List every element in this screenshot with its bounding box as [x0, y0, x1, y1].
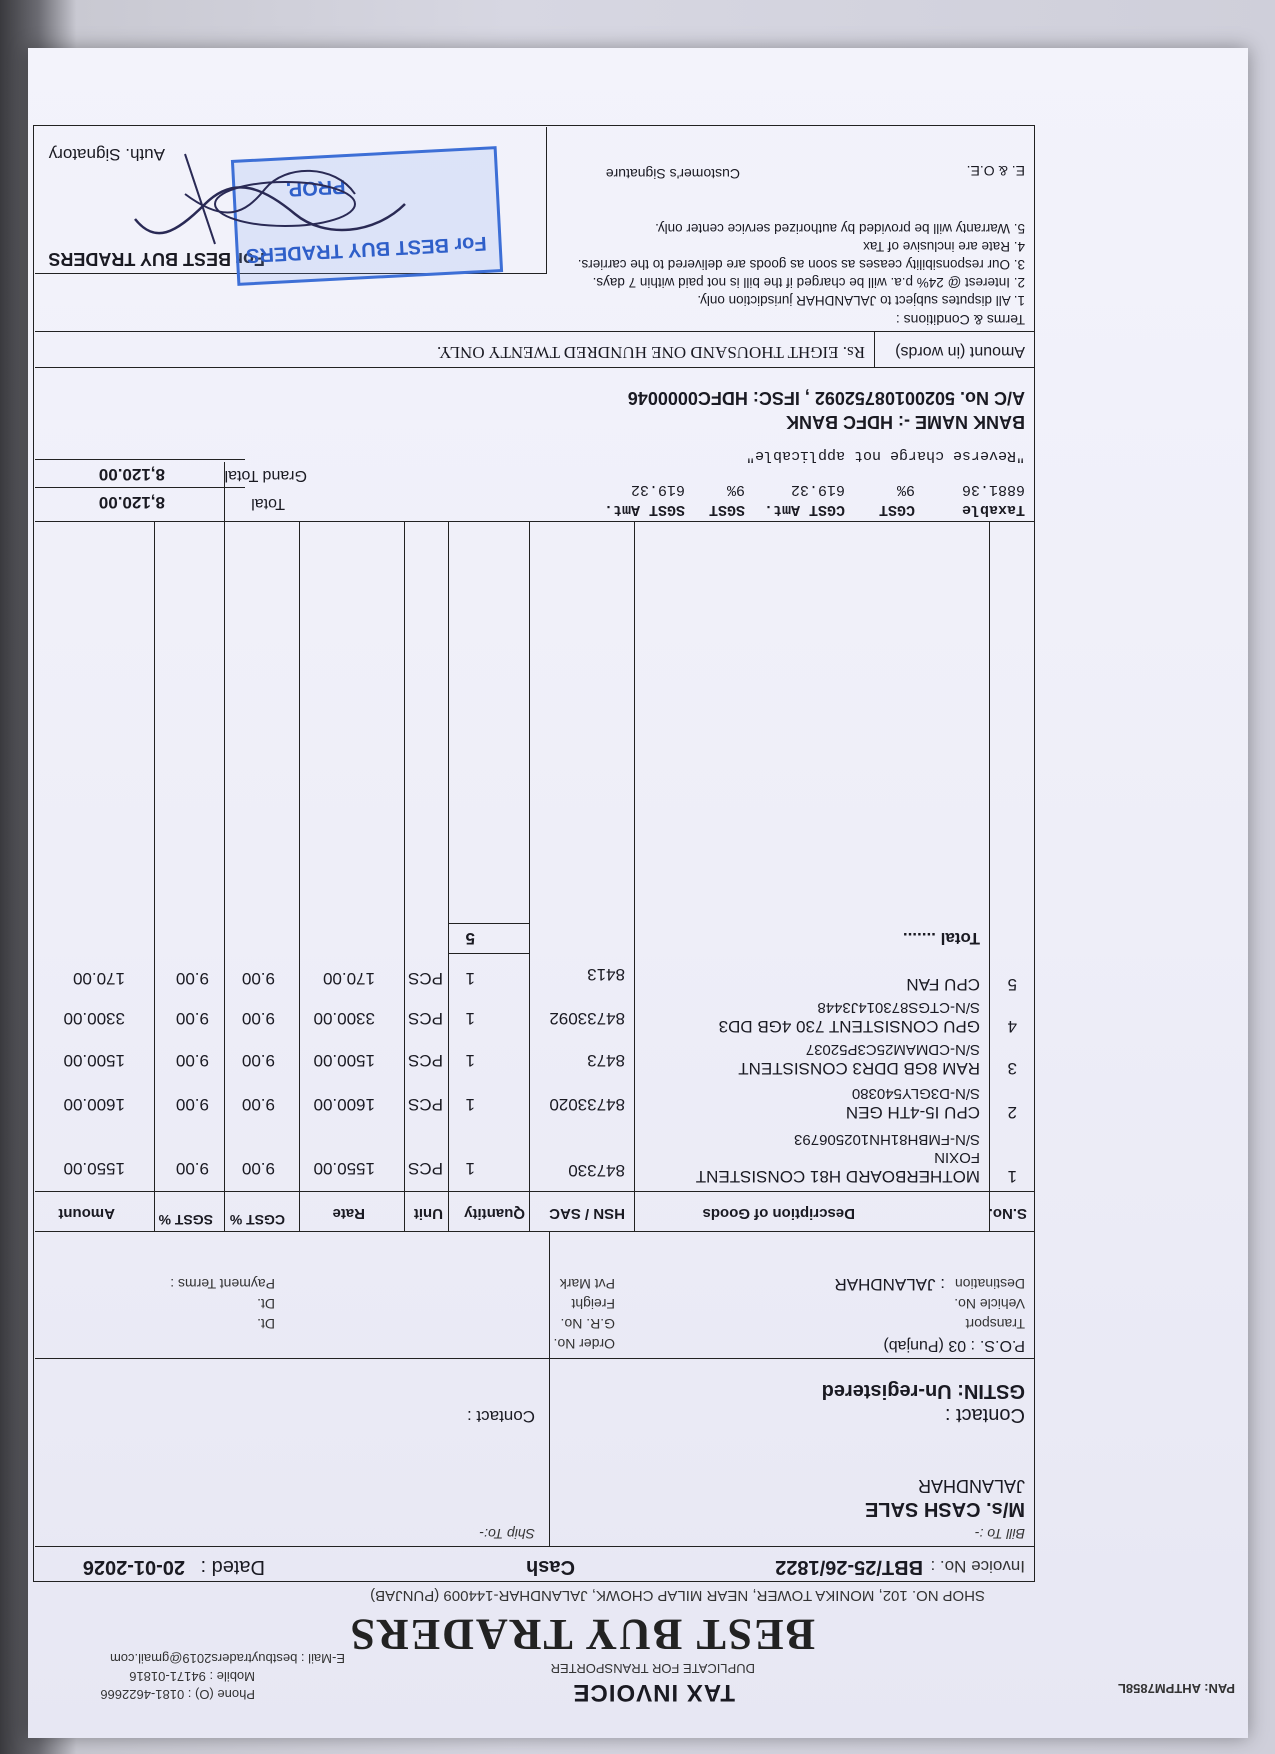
phone-number: Phone (O) : 0181-4622666: [100, 1687, 255, 1702]
customer-city: JALANDHAR: [917, 1476, 1025, 1496]
handwritten-signature: [115, 144, 415, 274]
destination-label: Destination: [954, 1276, 1025, 1292]
sgst-label: SGST: [708, 501, 745, 518]
row-amount: 1550.00: [63, 1159, 125, 1178]
row-serial: S/N-CTGS873014J3448: [817, 999, 980, 1016]
divider: [546, 127, 547, 274]
invoice-no-label: Invoice No. :: [930, 1557, 1025, 1576]
copy-label: DUPLICATE FOR TRANSPORTER: [550, 1661, 755, 1676]
row-hsn: 8473: [587, 1051, 625, 1070]
term-item: 3. Our responsibility ceases as soon as goods are delivered to the carriers.: [577, 257, 1025, 272]
row-qty: 1: [465, 969, 475, 988]
dated-label: Dated :: [200, 1556, 265, 1578]
row-sno: 2: [1007, 1103, 1017, 1122]
row-description: CPU I5-4TH GEN: [845, 1103, 980, 1122]
row-serial: S/N-D3GLY540380: [851, 1085, 980, 1102]
amount-words-value: Rs. EIGHT THOUSAND ONE HUNDRED TWENTY ONLY.: [436, 343, 865, 362]
row-description: CPU FAN: [906, 975, 980, 994]
divider: [874, 332, 875, 368]
ship-contact-label: Contact :: [466, 1407, 535, 1426]
pan-number: PAN: AHTPM7858L: [1117, 1681, 1235, 1696]
amount-words-label: Amount (in words): [895, 343, 1025, 360]
row-unit: PCS: [408, 1009, 443, 1028]
taxable-label: Taxable: [961, 501, 1025, 518]
row-cgst: 9.00: [241, 969, 275, 988]
row-sgst: 9.00: [175, 1159, 209, 1178]
row-sgst: 9.00: [175, 1095, 209, 1114]
row-rate: 3300.00: [313, 1009, 375, 1028]
column-line: [634, 522, 635, 1232]
row-sno: 4: [1007, 1017, 1017, 1036]
bill-contact-label: Contact :: [944, 1404, 1025, 1426]
col-sno: S.No.: [988, 1205, 1027, 1222]
email-address: E-Mail : bestbuytraders2019@gmail.com: [109, 1651, 345, 1666]
stamp-line-prop: PROP.: [285, 175, 346, 201]
cgst-label: CGST: [878, 501, 915, 518]
invoice-number: BBT/25-26/1822: [775, 1556, 923, 1578]
row-qty: 1: [465, 1009, 475, 1028]
auth-signatory-label: Auth. Signatory: [48, 145, 165, 164]
row-hsn: 847330: [568, 1161, 625, 1180]
total-quantity: 5: [465, 929, 475, 948]
col-cgst: CGST %: [229, 1212, 285, 1228]
divider: [35, 1546, 1035, 1547]
divider: [35, 487, 245, 488]
row-description: MOTHERBOARD H81 CONSISTENT: [695, 1167, 980, 1186]
divider: [35, 521, 1035, 522]
row-description: RAM 8GB DDR3 CONSISTENT: [738, 1059, 980, 1078]
row-amount: 1600.00: [63, 1095, 125, 1114]
row-amount: 1500.00: [63, 1051, 125, 1070]
row-qty: 1: [465, 1051, 475, 1070]
grand-total-amount: 8,120.00: [98, 465, 165, 484]
gr-no-label: G.R. No.: [560, 1316, 615, 1332]
col-amount: Amount: [58, 1205, 115, 1222]
grand-total-label: Grand Total: [224, 467, 307, 484]
column-line: [224, 522, 225, 1232]
term-item: 4. Rate are inclusive of Tax: [863, 239, 1025, 254]
divider: [549, 1232, 550, 1547]
divider: [449, 953, 530, 954]
col-hsn: HSN / SAC: [549, 1205, 625, 1222]
row-cgst: 9.00: [241, 1009, 275, 1028]
invoice-date: 20-01-2026: [82, 1556, 185, 1578]
customer-signature-label: Customer's Signature: [605, 166, 740, 182]
row-unit: PCS: [408, 1095, 443, 1114]
cgst-amt: 619.32: [790, 481, 845, 498]
bank-account: A/C No. 50200108752092 , IFSC: HDFC0000046: [627, 388, 1025, 408]
divider: [35, 331, 1035, 332]
row-description-line2: FOXIN: [934, 1149, 980, 1166]
term-item: 2. Interest @ 24% p.a. will be charged if the bill is not paid within 7 days.: [592, 275, 1025, 290]
sgst-amt: 619.32: [630, 481, 685, 498]
total-amount: 8,120.00: [98, 493, 165, 512]
cgst-amt-label: CGST Amt.: [763, 501, 845, 518]
ship-to-label: Ship To:-: [479, 1526, 535, 1542]
row-sno: 3: [1007, 1059, 1017, 1078]
sgst-amt-label: SGST Amt.: [603, 501, 685, 518]
pos-value: : 03 (Punjab): [883, 1337, 975, 1354]
column-line: [404, 522, 405, 1232]
row-amount: 170.00: [73, 969, 125, 988]
customer-name: M/s. CASH SALE: [864, 1498, 1025, 1520]
row-sgst: 9.00: [175, 969, 209, 988]
col-quantity: Quantity: [464, 1205, 525, 1222]
payment-terms-label: Payment Terms :: [170, 1276, 275, 1292]
row-serial: S/N-CDMAM25C3P52037: [805, 1041, 980, 1058]
row-sgst: 9.00: [175, 1009, 209, 1028]
row-unit: PCS: [408, 969, 443, 988]
items-total-label: Total .......: [902, 929, 980, 948]
column-line: [989, 522, 990, 1232]
divider: [35, 1191, 1035, 1192]
bank-name: BANK NAME -: HDFC BANK: [786, 412, 1025, 432]
row-cgst: 9.00: [241, 1159, 275, 1178]
document-title: TAX INVOICE: [572, 1679, 735, 1706]
term-item: 1. All disputes subject to JALANDHAR jurisdiction only.: [697, 293, 1025, 308]
destination-value: : JALANDHAR: [834, 1275, 945, 1294]
bill-to-label: Bill To :-: [974, 1526, 1025, 1542]
column-line: [529, 522, 530, 1232]
term-item: 5. Warranty will be provided by authorized service center only.: [655, 221, 1025, 236]
col-rate: Rate: [332, 1205, 365, 1222]
col-unit: Unit: [413, 1205, 443, 1222]
row-hsn: 8413: [587, 965, 625, 984]
cgst-pct: 9%: [896, 481, 915, 498]
for-company-label: For BEST BUY TRADERS: [48, 249, 265, 269]
pos-label: P.O.S.: [979, 1337, 1025, 1354]
row-amount: 3300.00: [63, 1009, 125, 1028]
column-line: [154, 522, 155, 1232]
divider: [449, 923, 530, 924]
row-rate: 1600.00: [313, 1095, 375, 1114]
row-qty: 1: [465, 1159, 475, 1178]
divider: [35, 1358, 1035, 1359]
pvt-mark-label: Pvt Mark: [559, 1276, 615, 1292]
total-label: Total: [251, 495, 285, 512]
eoe-note: E. & O.E.: [966, 163, 1025, 179]
divider: [35, 459, 245, 460]
row-hsn: 84733020: [549, 1095, 625, 1114]
mobile-number: Mobile : 94171-01816: [129, 1669, 255, 1684]
row-cgst: 9.00: [241, 1051, 275, 1070]
transport-label: Transport: [965, 1316, 1025, 1332]
divider: [35, 367, 1035, 368]
row-cgst: 9.00: [241, 1095, 275, 1114]
row-qty: 1: [465, 1095, 475, 1114]
col-sgst: SGST %: [158, 1212, 213, 1228]
reverse-charge-note: "Reverse charge not applicable": [745, 447, 1025, 464]
row-sno: 5: [1007, 975, 1017, 994]
divider: [35, 1231, 1035, 1232]
row-serial: S/N-FMBH81HN102506793: [794, 1131, 980, 1148]
row-rate: 1550.00: [313, 1159, 375, 1178]
sgst-pct: 9%: [726, 481, 745, 498]
row-sgst: 9.00: [175, 1051, 209, 1070]
col-description: Description of Goods: [702, 1205, 855, 1222]
dt-label: Dt.: [257, 1296, 275, 1312]
row-rate: 1500.00: [313, 1051, 375, 1070]
company-address: SHOP NO. 102, MONIKA TOWER, NEAR MILAP CHOWK, JALANDHAR-144009 (PUNJAB): [370, 1587, 985, 1604]
stamp-line-company: For BEST BUY TRADERS: [245, 231, 488, 267]
payment-mode: Cash: [526, 1556, 575, 1578]
row-hsn: 84733092: [549, 1009, 625, 1028]
customer-gstin: GSTIN: Un-registered: [821, 1380, 1025, 1402]
row-rate: 170.00: [323, 969, 375, 988]
row-description: GPU CONSISTENT 730 4GB DD3: [718, 1017, 980, 1036]
row-sno: 1: [1007, 1167, 1017, 1186]
column-line: [448, 522, 449, 1232]
column-line: [299, 522, 300, 1232]
order-no-label: Order No.: [553, 1336, 615, 1352]
row-unit: PCS: [408, 1051, 443, 1070]
dt-label: Dt.: [257, 1316, 275, 1332]
taxable-value: 6881.36: [961, 481, 1025, 498]
company-name: BEST BUY TRADERS: [348, 1610, 815, 1659]
row-unit: PCS: [408, 1159, 443, 1178]
vehicle-label: Vehicle No.: [954, 1296, 1025, 1312]
terms-title: Terms & Conditions :: [895, 312, 1025, 328]
freight-label: Freight: [571, 1296, 615, 1312]
